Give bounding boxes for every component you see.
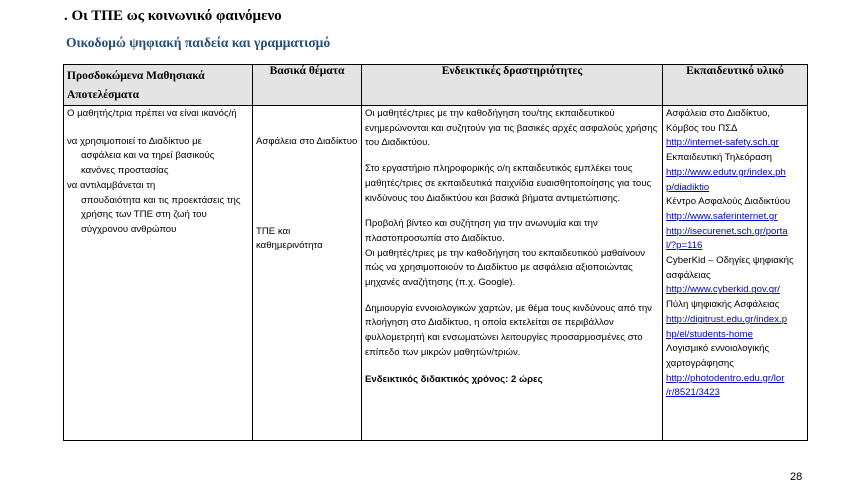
header-basic-topics: Βασικά θέματα xyxy=(253,65,362,106)
material-link[interactable]: http://www.edutv.gr/index.ph xyxy=(666,166,786,178)
material-link[interactable]: http://photodentro.edu.gr/lor xyxy=(666,372,785,384)
material-link[interactable]: http://digitrust.edu.gr/index.p xyxy=(666,313,788,325)
material-link-continued[interactable]: hp/el/students-home xyxy=(666,328,753,340)
topic-internet-safety: Ασφάλεια στο Διαδίκτυο xyxy=(256,136,358,147)
table-header-row xyxy=(64,65,808,106)
activity-paragraph: Στο εργαστήριο πληροφορικής ο/η εκπαιδευτικός εμπλέκει τους μαθητές/τριες σε εκπαιδευτικά παιχνίδια ευαισθητοποίησης για τους κινδύνους του Διαδικτύου και βασικά βήματα αντιμετώπισης. xyxy=(365,163,652,204)
table-row xyxy=(64,106,808,441)
material-title: Ασφάλεια στο Διαδίκτυο, Κόμβος του ΠΣΔ xyxy=(666,108,770,134)
section-subtitle: Οικοδομώ ψηφιακή παιδεία και γραμματισμό xyxy=(66,35,331,50)
activity-paragraph: Οι μαθητές/τριες με την καθοδήγηση του/της εκπαιδευτικού ενημερώνονται και συζητούν για τις βασικές αρχές ασφαλούς χρήσης του Διαδικτύου. xyxy=(365,108,658,149)
material-title: Εκπαιδευτική Τηλεόραση xyxy=(666,152,772,164)
page-number: 28 xyxy=(790,471,803,483)
outcomes-intro: Ο μαθητής/τρια πρέπει να είναι ικανός/ή xyxy=(67,108,237,119)
material-link-continued[interactable]: /r/8521/3423 xyxy=(666,387,720,399)
material-title: Λογισμικό εννοιολογικής χαρτογράφησης xyxy=(666,343,770,369)
material-link[interactable]: http://www.cyberkid.gov.gr/ xyxy=(666,284,780,296)
activity-paragraph: Δημιουργία εννοιολογικών χαρτών, με θέμα τους κινδύνους από την πλοήγηση στο Διαδίκτυο, η οποία εκτελείται σε περιβάλλον φυλλομετρητή και ενσωματώνει λειτουργίες προσαρμοσμένες στο επίπεδο των μικρών μαθητών/τριών. xyxy=(365,302,652,358)
outcome-item-2-continued: σπουδαιότητα και τις προεκτάσεις της χρήσης των ΤΠΕ στη ζωή του σύγχρονου ανθρώπου xyxy=(81,194,241,235)
material-title: CyberKid – Οδηγίες ψηφιακής ασφάλειας xyxy=(666,255,794,281)
material-link-continued[interactable]: l/?p=116 xyxy=(666,240,703,252)
section-title: . Οι ΤΠΕ ως κοινωνικό φαινόμενο xyxy=(64,8,282,24)
learning-outcomes-cell xyxy=(64,106,253,441)
material-link-continued[interactable]: p/diadiktio xyxy=(666,181,710,193)
activity-paragraph: Οι μαθητές/τριες με την καθοδήγηση του εκπαιδευτικού μαθαίνουν πώς να χρησιμοποιούν το Διαδίκτυο με ασφάλεια αξιοποιώντας μηχανές αναζήτησης (π.χ. Google). xyxy=(365,247,646,289)
material-link[interactable]: http://internet-safety.sch.gr xyxy=(666,137,779,149)
material-title: Πύλη ψηφιακής Ασφάλειας xyxy=(666,299,780,311)
topic-ict-everyday: ΤΠΕ και καθημερινότητα xyxy=(256,225,323,252)
material-title: Κέντρο Ασφαλούς Διαδικτύου xyxy=(666,196,791,208)
header-educational-material: Εκπαιδευτικό υλικό xyxy=(663,65,808,106)
activities-cell xyxy=(362,106,663,441)
curriculum-table xyxy=(63,64,808,441)
material-link[interactable]: http://isecurenet.sch.gr/porta xyxy=(666,225,788,237)
outcome-item-2: να αντιλαμβάνεται τη xyxy=(67,179,156,191)
outcome-item-1-continued: ασφάλεια και να τηρεί βασικούς κανόνες προστασίας xyxy=(81,150,215,177)
educational-material-cell xyxy=(663,106,808,441)
header-activities: Ενδεικτικές δραστηριότητες xyxy=(362,65,663,106)
header-learning-outcomes xyxy=(64,65,253,106)
header-outcomes-line1: Προσδοκώμενα Μαθησιακά xyxy=(67,70,205,82)
activity-paragraph: Προβολή βίντεο και συζήτηση για την ανωνυμία και την πλαστοπροσωπία στο Διαδίκτυο. xyxy=(365,218,598,244)
header-outcomes-line2: Αποτελέσματα xyxy=(67,89,140,101)
outcome-item-1: να χρησιμοποιεί το Διαδίκτυο με xyxy=(67,135,202,147)
basic-topics-cell xyxy=(253,106,362,441)
material-link[interactable]: http://www.saferinternet.gr xyxy=(666,210,778,222)
teaching-time: Ενδεικτικός διδακτικός χρόνος: 2 ώρες xyxy=(365,373,543,385)
